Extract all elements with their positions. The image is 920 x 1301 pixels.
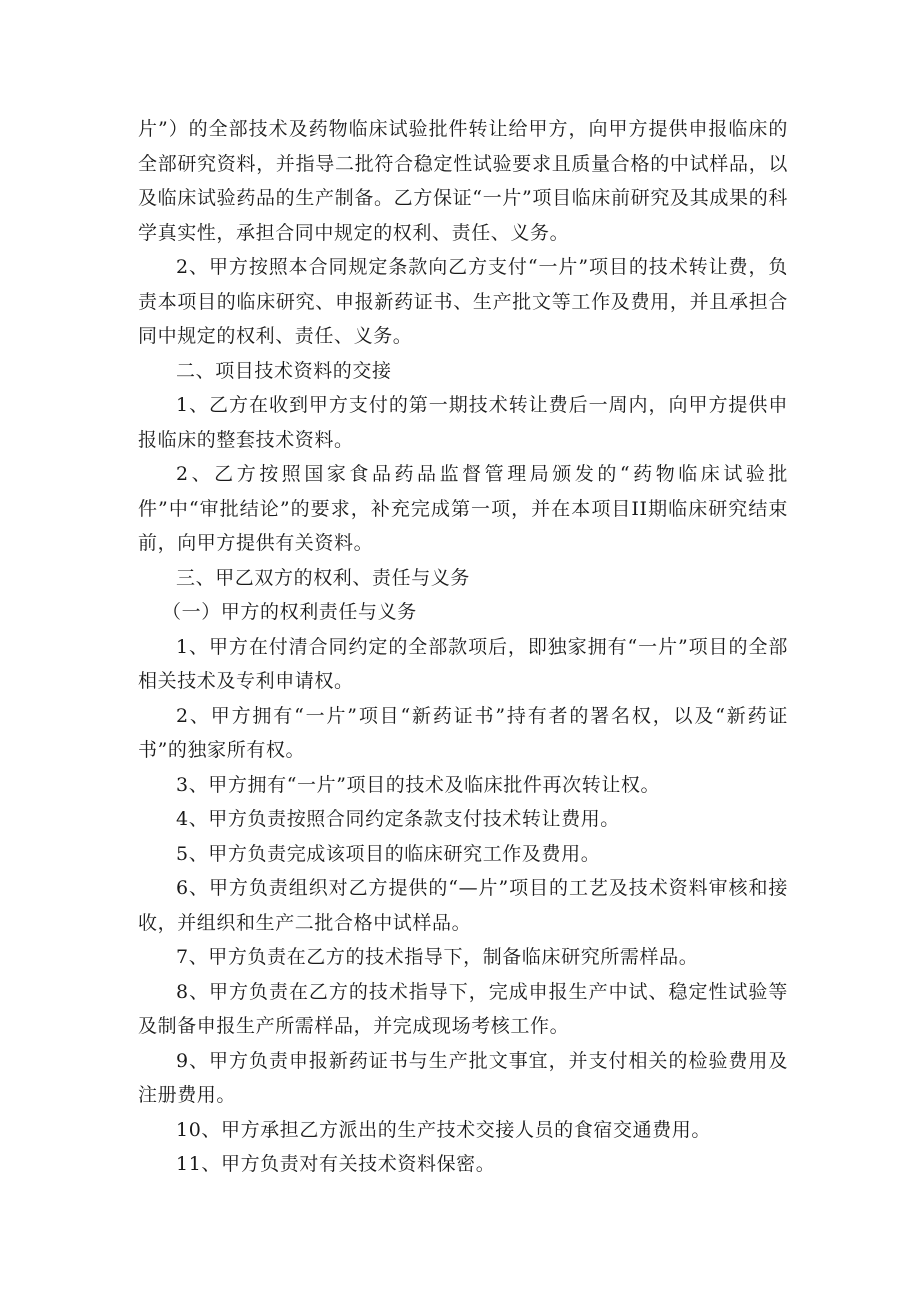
paragraph-clause-3-3: 3、甲方拥有“一片”项目的技术及临床批件再次转让权。 (176, 773, 661, 796)
paragraph-continuation: 片”）的全部技术及药物临床试验批件转让给甲方，向甲方提供申报临床的全部研究资料，并指导二批符合稳定性试验要求且质量合格的中试样品，以及临床试验药品的生产制备。乙方保证“一片”项目临床前研究及其成果的科学真实性，承担合同中规定的权利、责任、义务。 (138, 118, 788, 244)
paragraph-clause-3-2: 2、甲方拥有“一片”项目“新药证书”持有者的署名权，以及“新药证书”的独家所有权。 (138, 704, 788, 761)
paragraph-clause-2-1: 1、乙方在收到甲方支付的第一期技术转让费后一周内，向甲方提供申报临床的整套技术资料。 (138, 394, 788, 451)
section-heading-3: 三、甲乙双方的权利、责任与义务 (176, 566, 471, 589)
paragraph-clause-3-1: 1、甲方在付清合同约定的全部款项后，即独家拥有“一片”项目的全部相关技术及专利申请权。 (138, 635, 788, 692)
paragraph-clause-3-6: 6、甲方负责组织对乙方提供的“—片”项目的工艺及技术资料审核和接收，并组织和生产二批合格中试样品。 (138, 877, 788, 934)
paragraph-clause-3-7: 7、甲方负责在乙方的技术指导下，制备临床研究所需样品。 (176, 946, 699, 968)
paragraph-clause-3-5: 5、甲方负责完成该项目的临床研究工作及费用。 (176, 842, 601, 865)
paragraph-clause-3-11: 11、甲方负责对有关技术资料保密。 (176, 1153, 496, 1175)
paragraph-clause-1-2: 2、甲方按照本合同规定条款向乙方支付“一片”项目的技术转让费，负责本项目的临床研究、申报新药证书、生产批文等工作及费用，并且承担合同中规定的权利、责任、义务。 (138, 256, 788, 347)
section-heading-2: 二、项目技术资料的交接 (176, 359, 392, 382)
subsection-heading-3-1: （一）甲方的权利责任与义务 (162, 601, 417, 623)
paragraph-clause-3-10: 10、甲方承担乙方派出的生产技术交接人员的食宿交通费用。 (176, 1118, 711, 1141)
paragraph-clause-3-9: 9、甲方负责申报新药证书与生产批文事宜，并支付相关的检验费用及注册费用。 (138, 1049, 788, 1106)
paragraph-clause-3-4: 4、甲方负责按照合同约定条款支付技术转让费用。 (176, 808, 620, 830)
paragraph-clause-3-8: 8、甲方负责在乙方的技术指导下，完成申报生产中试、稳定性试验等及制备申报生产所需样品，并完成现场考核工作。 (138, 980, 788, 1037)
document-body (138, 112, 788, 1182)
paragraph-clause-2-2: 2、乙方按照国家食品药品监督管理局颁发的“药物临床试验批件”中“审批结论”的要求，补充完成第一项，并在本项目II期临床研究结束前，向甲方提供有关资料。 (138, 463, 788, 554)
